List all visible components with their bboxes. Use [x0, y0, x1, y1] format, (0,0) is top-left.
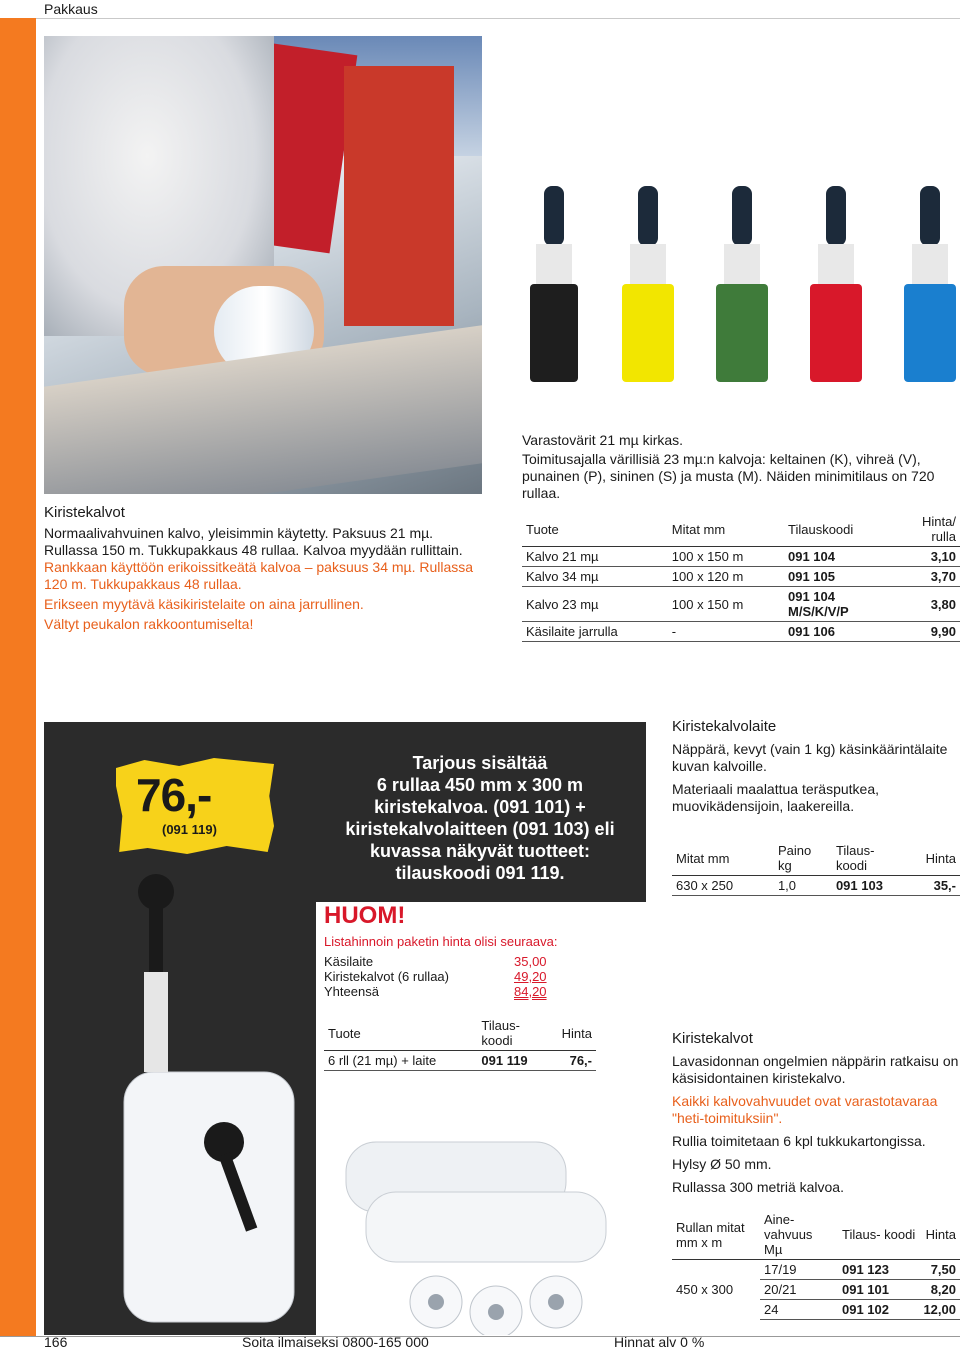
cell: 35,-: [900, 876, 960, 896]
footer-divider: [0, 1336, 960, 1337]
offer-line: kiristekalvolaitteen (091 103) eli: [345, 819, 615, 839]
cell: 3,70: [892, 567, 960, 587]
cell: Kalvo 34 mµ: [522, 567, 668, 587]
film-price-table-2: [672, 1210, 960, 1320]
cell: 3,80: [892, 587, 960, 622]
film-desc-4: Hylsy Ø 50 mm.: [672, 1156, 772, 1172]
offer-line: 6 rullaa 450 mm x 300 m: [376, 775, 584, 795]
cell: 091 104: [784, 547, 892, 567]
breakdown-row: [324, 954, 547, 969]
cell: 12,00: [919, 1300, 960, 1320]
header-bar: [0, 0, 960, 19]
col-header: Rullan mitat mm x m: [676, 1219, 745, 1250]
cell: 20/21: [760, 1280, 838, 1300]
col-header: Hinta: [925, 1227, 956, 1242]
film-text-block: [672, 1030, 960, 1196]
table-row: [522, 622, 960, 642]
right-text-block: [522, 432, 960, 642]
cell: 8,20: [919, 1280, 960, 1300]
cell: 091 101: [838, 1280, 919, 1300]
kiristekalvot-title: Kiristekalvot: [44, 504, 125, 521]
cell: 100 x 120 m: [668, 567, 784, 587]
offer-line: tilauskoodi 091 119.: [395, 863, 565, 883]
col-header: Tuote: [526, 521, 559, 537]
col-header: Tuote: [328, 1025, 361, 1041]
col-header: Hinta/ rulla: [922, 514, 956, 544]
cell: 091 106: [784, 622, 892, 642]
cell: 6 rll (21 mµ) + laite: [324, 1051, 477, 1071]
huom-heading: HUOM!: [324, 902, 406, 929]
cell: 100 x 150 m: [668, 587, 784, 622]
col-header: Hinta: [561, 1025, 592, 1041]
table-row: [522, 547, 960, 567]
colored-rolls-illustration: [522, 36, 960, 426]
offer-line: Tarjous sisältää: [412, 753, 548, 773]
table-header-row: [672, 1210, 960, 1260]
offer-line: kuvassa näkyvät tuotteet:: [369, 841, 591, 861]
cell: -: [668, 622, 784, 642]
col-header: Tilaus- koodi: [835, 843, 875, 873]
cell: 091 102: [838, 1300, 919, 1320]
cell: 3,10: [892, 547, 960, 567]
list-price-note: Listahinnoin paketin hinta olisi seuraava:: [324, 934, 558, 949]
cell: 091 119: [477, 1051, 545, 1071]
roll-blue: [904, 186, 956, 382]
promo-panel: [44, 722, 646, 1335]
cell: 24: [760, 1300, 838, 1320]
breakdown-value: 49,20: [514, 969, 547, 984]
table-row: [522, 587, 960, 622]
cell: 9,90: [892, 622, 960, 642]
wrapping-device-illustration: [104, 872, 324, 1332]
device-table: [672, 841, 960, 896]
col-header: Tilauskoodi: [788, 521, 854, 537]
offer-line: kiristekalvoa. (091 101) +: [374, 797, 586, 817]
film-title: Kiristekalvot: [672, 1030, 753, 1047]
left-text-block: [44, 504, 484, 633]
cell: 091 103: [832, 876, 900, 896]
breakdown-value: 84,20: [514, 984, 547, 999]
col-header: Mitat mm: [671, 521, 726, 537]
breakdown-row: [324, 984, 547, 999]
table-header-row: [672, 841, 960, 876]
cell: Käsilaite jarrulla: [522, 622, 668, 642]
footer-phone: Soita ilmaiseksi 0800-165 000: [242, 1334, 429, 1350]
stock-colors: Varastovärit 21 mµ kirkas.: [522, 432, 684, 448]
col-header: Mitat mm: [676, 850, 730, 866]
film-desc-3: Rullia toimitetaan 6 kpl tukkukartongissa.: [672, 1133, 926, 1149]
table-header-row: [522, 512, 960, 547]
kiristekalvot-desc-3: Erikseen myytävä käsikiristelaite on aina jarrullinen.: [44, 596, 364, 612]
cell: 76,-: [545, 1051, 596, 1071]
kiristekalvot-desc-2: Rankkaan käyttöön erikoissitkeätä kalvoa – paksuus 34 mµ. Rullassa 120 m. Tukkupakkaus 48 rullaa.: [44, 559, 474, 592]
device-title: Kiristekalvolaite: [672, 718, 777, 735]
cell: 1,0: [774, 876, 832, 896]
film-desc-1: Lavasidonnan ongelmien näppärin ratkaisu on käsisidontainen kiristekalvo.: [672, 1053, 959, 1086]
breakdown-value: 35,00: [514, 954, 547, 969]
cell: 450 x 300: [676, 1282, 734, 1298]
cell: 091 123: [838, 1260, 919, 1280]
footer-vat: Hinnat alv 0 %: [614, 1334, 705, 1350]
cell: Kalvo 23 mµ: [522, 587, 668, 622]
device-desc-2: Materiaali maalattua teräsputkea, muovikädensijoin, laakereilla.: [672, 781, 879, 814]
promo-code: (091 119): [162, 822, 217, 837]
colored-film-note: Toimitusajalla värillisiä 23 mµ:n kalvoja: keltainen (K), vihreä (V), punainen (P), sininen (S) ja musta (M). Näiden minimitilaus on 720 rullaa.: [522, 451, 935, 501]
col-header: Tilaus- koodi: [481, 1018, 520, 1048]
film-desc-5: Rullassa 300 metriä kalvoa.: [672, 1179, 844, 1195]
photo-colored-rolls: [522, 36, 960, 426]
cell: 630 x 250: [672, 876, 774, 896]
breakdown-label: Kiristekalvot (6 rullaa): [324, 969, 449, 984]
page-number: 166: [44, 1334, 68, 1350]
breakdown-label: Käsilaite: [324, 954, 374, 969]
section-title: Pakkaus: [44, 1, 98, 17]
roll-yellow: [622, 186, 674, 382]
roll-green: [716, 186, 768, 382]
promo-price: 76,-: [136, 769, 212, 821]
cell: 17/19: [760, 1260, 838, 1280]
table-header-row: [324, 1016, 596, 1051]
kiristekalvot-desc-4: Vältyt peukalon rakkoontumiselta!: [44, 616, 254, 632]
cell: 7,50: [919, 1260, 960, 1280]
device-desc-1: Näppärä, kevyt (vain 1 kg) käsinkäärintälaite kuvan kalvoille.: [672, 741, 948, 774]
device-text-block: [672, 718, 960, 896]
cell: 100 x 150 m: [668, 547, 784, 567]
promo-order-table: [324, 1016, 596, 1071]
table-row: [522, 567, 960, 587]
offer-description: [320, 752, 640, 884]
cell: Kalvo 21 mµ: [522, 547, 668, 567]
col-header: Paino kg: [777, 843, 812, 873]
cell: 091 104 M/S/K/V/P: [784, 587, 892, 622]
table-row: [324, 1051, 596, 1071]
col-header: Tilaus- koodi: [842, 1227, 916, 1242]
table-row: [672, 1260, 960, 1280]
col-header: Hinta: [925, 850, 956, 866]
table-row: [672, 876, 960, 896]
cell: 091 105: [784, 567, 892, 587]
side-accent-strip: [0, 18, 36, 1336]
breakdown-row: [324, 969, 547, 984]
roll-red: [810, 186, 862, 382]
film-rolls-illustration: [316, 1122, 646, 1335]
breakdown-label: Yhteensä: [324, 984, 379, 999]
film-desc-2: Kaikki kalvovahvuudet ovat varastotavaraa "heti-toimituksiin".: [672, 1093, 938, 1126]
price-breakdown: [324, 954, 547, 999]
col-header: Aine- vahvuus Mµ: [764, 1212, 813, 1257]
photo-hand-wrapping: [44, 36, 482, 494]
film-price-table: [522, 512, 960, 642]
kiristekalvot-desc-1: Normaalivahvuinen kalvo, yleisimmin käytetty. Paksuus 21 mµ. Rullassa 150 m. Tukkupakkaus 48 rullaa. Kalvoa myydään rullittain.: [44, 525, 463, 558]
roll-black: [530, 186, 578, 382]
